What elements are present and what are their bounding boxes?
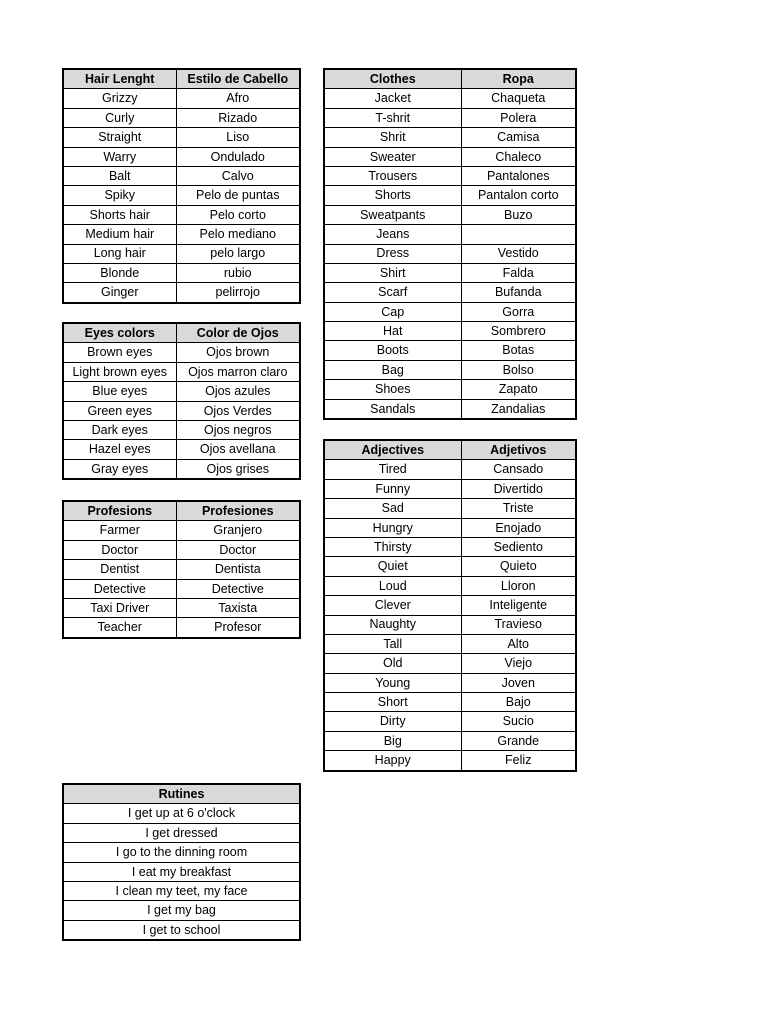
table-cell: Ojos azules [176,382,300,401]
table-cell: Shorts hair [63,205,176,224]
table-header-row [63,69,300,89]
table-cell: Sweater [324,147,461,166]
table-cell: Balt [63,166,176,185]
column-header: Adjectives [324,440,461,460]
table-cell: Bajo [461,693,576,712]
table-row [324,186,576,205]
table-cell: Pelo mediano [176,225,300,244]
table-row [324,283,576,302]
table-cell: Buzo [461,205,576,224]
table-cell: Liso [176,128,300,147]
table-row [324,499,576,518]
table-row [63,618,300,638]
table-cell: Loud [324,576,461,595]
table-cell: Divertido [461,479,576,498]
table-row [63,459,300,479]
table-cell: Clever [324,596,461,615]
table-row [324,615,576,634]
table-cell: Funny [324,479,461,498]
table-cell: Short [324,693,461,712]
table-cell: Grande [461,731,576,750]
table-row [324,89,576,108]
table-row [324,634,576,653]
clothes-table [323,68,577,420]
table-cell: Blonde [63,263,176,282]
table-row [63,804,300,823]
professions-table [62,500,301,639]
table-cell: Triste [461,499,576,518]
table-cell: Chaleco [461,147,576,166]
table-cell: Old [324,654,461,673]
table-row [63,901,300,920]
table-cell: Ojos avellana [176,440,300,459]
table-cell: Joven [461,673,576,692]
table-row [324,693,576,712]
table-cell: Gorra [461,302,576,321]
table-row [324,205,576,224]
table-cell: I eat my breakfast [63,862,300,881]
table-cell: Dress [324,244,461,263]
table-cell: Jacket [324,89,461,108]
table-cell: Trousers [324,166,461,185]
table-cell: Dirty [324,712,461,731]
table-cell: Long hair [63,244,176,263]
table-cell: Chaqueta [461,89,576,108]
hair-table [62,68,301,304]
table-row [324,731,576,750]
table-cell: I get to school [63,920,300,940]
table-row [63,362,300,381]
table-cell: Hazel eyes [63,440,176,459]
table-row [324,166,576,185]
table-cell: Bufanda [461,283,576,302]
table-row [63,244,300,263]
table-cell: Brown eyes [63,343,176,362]
table-cell: Grizzy [63,89,176,108]
table-cell: Shoes [324,380,461,399]
table-row [324,576,576,595]
table-row [324,673,576,692]
table-row [63,283,300,303]
table-row [324,341,576,360]
table-row [63,343,300,362]
table-cell: Spiky [63,186,176,205]
table-row [324,399,576,419]
routines-table [62,783,301,941]
table-cell: Young [324,673,461,692]
column-header: Ropa [461,69,576,89]
table-row [63,263,300,282]
table-cell: I get my bag [63,901,300,920]
table-cell: Sad [324,499,461,518]
table-header-row [63,784,300,804]
table-cell: Shrit [324,128,461,147]
table-row [324,302,576,321]
table-cell: pelo largo [176,244,300,263]
table-header-row [324,69,576,89]
column-header: Rutines [63,784,300,804]
table-row [63,540,300,559]
table-cell: Thirsty [324,537,461,556]
table-row [63,560,300,579]
table-cell: I get dressed [63,823,300,842]
table-row [324,322,576,341]
table-row [324,596,576,615]
table-cell: Taxi Driver [63,598,176,617]
table-cell: Hungry [324,518,461,537]
eyes-table [62,322,301,480]
table-cell: Falda [461,263,576,282]
table-row [63,843,300,862]
column-header: Hair Lenght [63,69,176,89]
table-cell: I get up at 6 o'clock [63,804,300,823]
table-cell: Dentista [176,560,300,579]
table-row [63,186,300,205]
column-header: Profesiones [176,501,300,521]
table-cell: Sombrero [461,322,576,341]
table-header-row [63,501,300,521]
table-row [324,380,576,399]
column-header: Color de Ojos [176,323,300,343]
table-row [63,598,300,617]
table-row [324,460,576,479]
table-row [63,862,300,881]
table-cell: Scarf [324,283,461,302]
table-row [324,712,576,731]
table-row [63,205,300,224]
table-cell: I clean my teet, my face [63,881,300,900]
table-row [324,244,576,263]
table-cell: pelirrojo [176,283,300,303]
table-cell: Calvo [176,166,300,185]
table-cell: Tall [324,634,461,653]
table-row [63,108,300,127]
column-header: Profesions [63,501,176,521]
table-cell: Boots [324,341,461,360]
table-cell: Cap [324,302,461,321]
table-row [63,382,300,401]
table-cell: Ginger [63,283,176,303]
table-cell: rubio [176,263,300,282]
table-cell: Sucio [461,712,576,731]
table-cell: Travieso [461,615,576,634]
table-cell: Afro [176,89,300,108]
table-cell: Bag [324,360,461,379]
table-cell: Ojos grises [176,459,300,479]
table-row [324,479,576,498]
table-cell: Botas [461,341,576,360]
table-cell: Cansado [461,460,576,479]
table-cell: Gray eyes [63,459,176,479]
table-cell: Pantalon corto [461,186,576,205]
table-cell: Profesor [176,618,300,638]
table-cell: Hat [324,322,461,341]
column-header: Eyes colors [63,323,176,343]
table-row [63,225,300,244]
table-cell: Jeans [324,225,461,244]
table-cell: Sandals [324,399,461,419]
table-cell: Inteligente [461,596,576,615]
table-cell: Sweatpants [324,205,461,224]
table-cell: Detective [63,579,176,598]
table-cell: Enojado [461,518,576,537]
table-row [63,128,300,147]
table-cell: Teacher [63,618,176,638]
table-cell: Green eyes [63,401,176,420]
table-cell: Doctor [176,540,300,559]
table-cell: Taxista [176,598,300,617]
table-row [63,920,300,940]
table-row [63,823,300,842]
table-cell: I go to the dinning room [63,843,300,862]
table-row [324,751,576,771]
table-cell: Quieto [461,557,576,576]
table-cell: Zandalias [461,399,576,419]
column-header: Clothes [324,69,461,89]
table-cell: Happy [324,751,461,771]
table-row [63,166,300,185]
table-row [63,420,300,439]
table-cell: Dark eyes [63,420,176,439]
table-cell: Feliz [461,751,576,771]
table-row [324,654,576,673]
table-cell: T-shrit [324,108,461,127]
table-cell: Big [324,731,461,750]
table-cell: Polera [461,108,576,127]
table-cell: Ojos marron claro [176,362,300,381]
column-header: Adjetivos [461,440,576,460]
table-cell: Pelo de puntas [176,186,300,205]
table-cell: Detective [176,579,300,598]
table-header-row [324,440,576,460]
table-row [63,579,300,598]
table-cell: Alto [461,634,576,653]
table-cell: Dentist [63,560,176,579]
table-cell: Blue eyes [63,382,176,401]
table-cell: Quiet [324,557,461,576]
column-header: Estilo de Cabello [176,69,300,89]
table-cell: Straight [63,128,176,147]
table-row [324,225,576,244]
table-row [63,401,300,420]
table-row [324,537,576,556]
table-cell: Ojos Verdes [176,401,300,420]
table-cell: Sediento [461,537,576,556]
table-row [63,521,300,540]
table-cell: Tired [324,460,461,479]
table-cell: Shirt [324,263,461,282]
table-cell: Farmer [63,521,176,540]
table-row [63,147,300,166]
table-row [63,89,300,108]
table-cell: Shorts [324,186,461,205]
table-row [324,128,576,147]
table-cell: Medium hair [63,225,176,244]
table-cell: Ondulado [176,147,300,166]
table-cell: Camisa [461,128,576,147]
table-cell: Zapato [461,380,576,399]
table-row [324,557,576,576]
table-row [324,360,576,379]
table-cell: Ojos brown [176,343,300,362]
table-cell: Ojos negros [176,420,300,439]
table-row [324,518,576,537]
table-row [324,147,576,166]
table-row [63,881,300,900]
table-cell: Vestido [461,244,576,263]
table-cell: Doctor [63,540,176,559]
table-cell: Warry [63,147,176,166]
table-cell: Viejo [461,654,576,673]
table-cell: Light brown eyes [63,362,176,381]
table-cell [461,225,576,244]
adjectives-table [323,439,577,772]
table-header-row [63,323,300,343]
table-cell: Rizado [176,108,300,127]
table-cell: Lloron [461,576,576,595]
table-cell: Naughty [324,615,461,634]
table-cell: Pelo corto [176,205,300,224]
table-row [63,440,300,459]
table-row [324,108,576,127]
table-row [324,263,576,282]
table-cell: Granjero [176,521,300,540]
table-cell: Bolso [461,360,576,379]
table-cell: Curly [63,108,176,127]
table-cell: Pantalones [461,166,576,185]
